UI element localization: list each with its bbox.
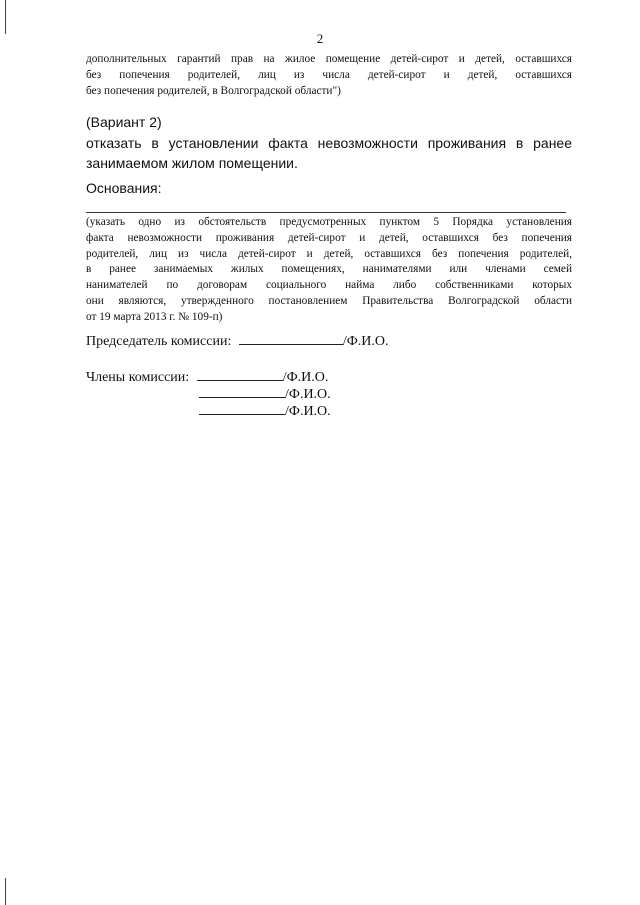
member-fio: /Ф.И.О. <box>282 370 329 385</box>
chairman-signature-blank <box>239 330 343 345</box>
page-edge-mark-bottom <box>5 878 6 905</box>
intro-line: без попечения родителей, лиц из числа детей-сирот и детей, оставшихся <box>86 68 572 81</box>
page-edge-mark <box>5 0 6 34</box>
member-fio: /Ф.И.О. <box>285 387 331 402</box>
variant-decision <box>86 133 572 173</box>
grounds-fill-line <box>86 212 566 213</box>
members-label: Члены комиссии: <box>86 370 190 385</box>
grounds-note <box>86 215 572 326</box>
variant-line: отказать в установлении факта невозможности проживания в ранее <box>86 135 572 151</box>
grounds-label: Основания: <box>86 180 162 196</box>
grounds-note-line: (указать одно из обстоятельств предусмотренных пунктом 5 Порядка установления <box>86 216 572 228</box>
member-signature-blank <box>199 383 285 398</box>
chairman-signature-row <box>86 330 389 350</box>
grounds-note-line: от 19 марта 2013 г. № 109-п) <box>86 310 223 323</box>
variant-line: занимаемом жилом помещении. <box>86 155 298 171</box>
grounds-note-line: в ранее занимаемых жилых помещениях, нанимателями или членами семей <box>86 263 572 276</box>
page-number: 2 <box>316 31 324 46</box>
intro-line: дополнительных гарантий прав на жилое помещение детей-сирот и детей, оставшихся <box>86 53 572 65</box>
grounds-note-line: родителей, лиц из числа детей-сирот и детей, оставшихся без попечения родителей, <box>86 247 572 260</box>
intro-line: без попечения родителей, в Волгоградской области") <box>86 84 341 97</box>
grounds-note-line: они являются, утвержденного постановлением Правительства Волгоградской области <box>86 294 572 307</box>
intro-paragraph <box>86 52 572 99</box>
member-signature-blank <box>199 400 285 415</box>
variant-label: (Вариант 2) <box>86 114 162 130</box>
member-fio: /Ф.И.О. <box>285 404 331 419</box>
grounds-note-line: факта невозможности проживания детей-сирот и детей, оставшихся без попечения <box>86 231 572 244</box>
member-signature-row <box>199 400 331 420</box>
grounds-note-line: нанимателей по договорам социального найма либо собственниками которых <box>86 279 572 292</box>
chairman-label: Председатель комиссии: <box>86 334 232 349</box>
chairman-fio: /Ф.И.О. <box>342 334 389 349</box>
member-signature-blank <box>197 366 283 381</box>
